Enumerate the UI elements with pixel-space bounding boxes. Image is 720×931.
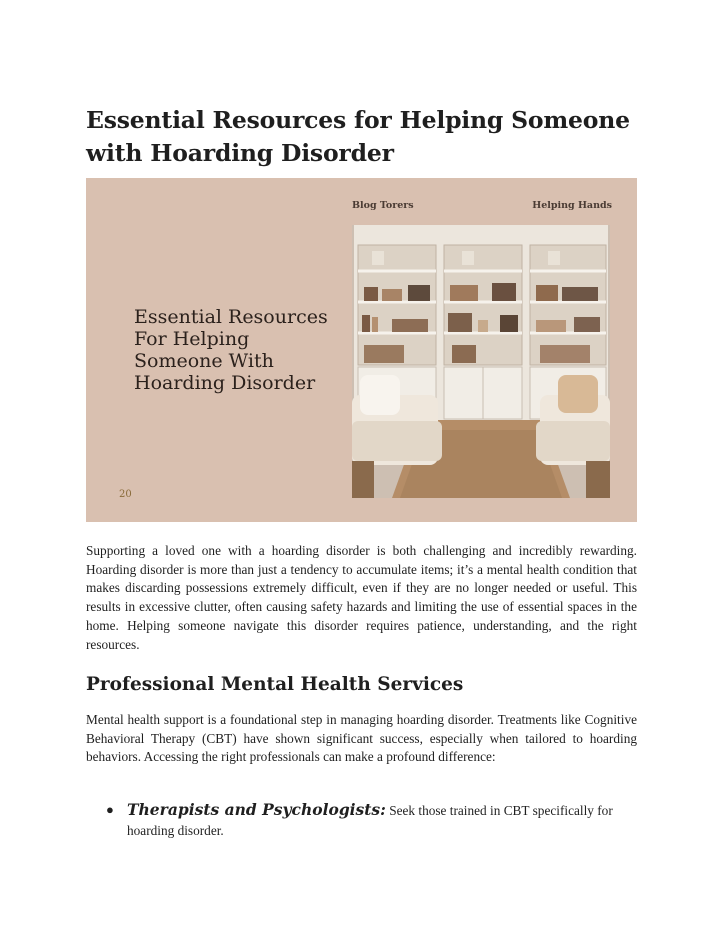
list-item-text: Seek those trained in CBT specifically for hoarding disorder. <box>127 803 613 838</box>
hero-card-title: Essential Resources For Helping Someone With Hoarding Disorder <box>134 306 328 394</box>
section-heading: Professional Mental Health Services <box>86 674 464 695</box>
hero-page-number: 20 <box>119 489 132 500</box>
list-item-title: Therapists and Psychologists: <box>127 800 386 819</box>
hero-image <box>86 178 637 522</box>
list-item <box>106 800 626 841</box>
intro-paragraph: Supporting a loved one with a hoarding disorder is both challenging and incredibly rewarding. Hoarding disorder is more than just a tendency to accumulate items; it’s a mental health condition that makes discarding possessions extremely difficult, even if they are no longer needed or useful. This results in excessive clutter, often causing safety hazards and limiting the use of essential spaces in the home. Helping someone navigate this disorder requires patience, understanding, and the right resources. <box>86 543 637 652</box>
hero-brand-right: Helping Hands <box>532 200 612 211</box>
section-paragraph: Mental health support is a foundational step in managing hoarding disorder. Treatments like Cognitive Behavioral Therapy (CBT) have shown significant success, especially when tailored to hoarding behaviors. Accessing the right professionals can make a profound difference: <box>86 712 637 765</box>
page-title: Essential Resources for Helping Someone with Hoarding Disorder <box>86 106 630 167</box>
hero-brand-left: Blog Torers <box>352 200 414 211</box>
room-illustration <box>352 225 610 498</box>
bullet-icon: ● <box>106 802 114 817</box>
